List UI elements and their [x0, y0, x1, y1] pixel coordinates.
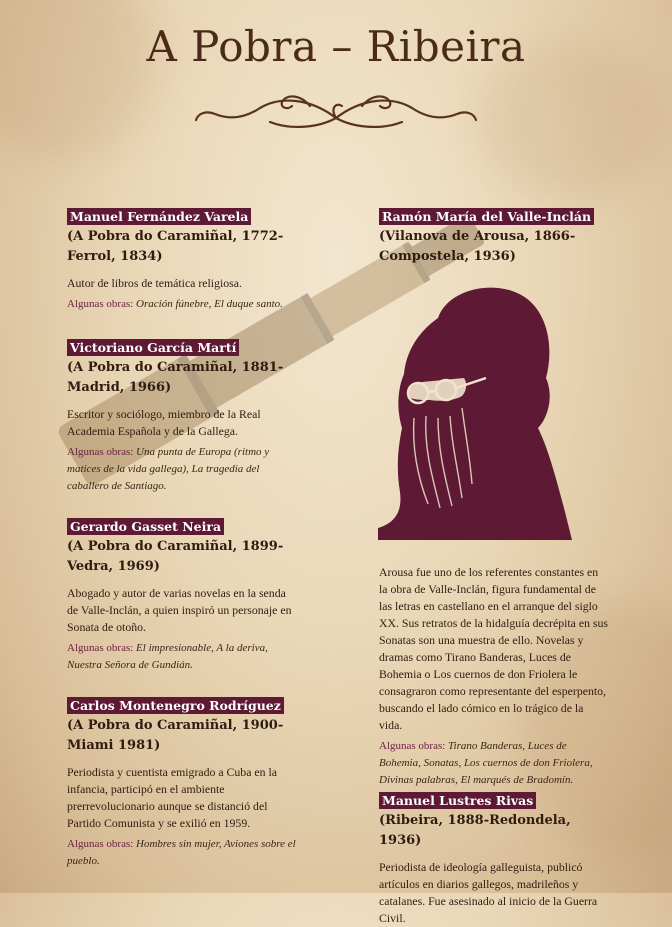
author-name: Carlos Montenegro Rodríguez — [67, 697, 284, 714]
works-label: Algunas obras: — [67, 446, 134, 458]
author-origin: (Vilanova de Arousa, 1866- Compostela, 1936) — [379, 229, 576, 264]
page-title: A Pobra – Ribeira — [146, 22, 526, 71]
entry-valle-inclan-header — [379, 206, 609, 267]
author-name: Manuel Lustres Rivas — [379, 792, 536, 809]
author-origin: (A Pobra do Caramiñal, 1900- Miami 1981) — [67, 718, 284, 753]
author-name: Ramón María del Valle-Inclán — [379, 208, 594, 225]
author-description: Periodista y cuentista emigrado a Cuba en la infancia, participó en el ambiente prerrevolucionario aunque se distanció del Partido Comunista y se exilió en 1959. — [67, 765, 277, 830]
author-name: Gerardo Gasset Neira — [67, 518, 224, 535]
author-description: Escritor y sociólogo, miembro de la Real Academia Española y de la Gallega. — [67, 407, 261, 438]
works-list: El impresionable, A la deriva, Nuestra Señora de Gundián. — [67, 642, 268, 671]
entry-victoriano-garcia-marti — [67, 337, 297, 495]
entry-gerardo-gasset-neira — [67, 516, 297, 674]
flourish-ornament-icon — [190, 88, 482, 138]
author-description: Arousa fue uno de los referentes constantes en la obra de Valle-Inclán, figura fundamental de las letras en castellano en el arranque del siglo XX. Sus retratos de la hidalguía decrépita en sus Sonatas son una muestra de ello. Novelas y dramas como Tirano Banderas, Luces de Bohemia o Los cuernos de don Friolera le consagraron como representante del esperpento, buscando el lado cómico en lo trágico de la vida. — [379, 565, 608, 732]
author-description: Abogado y autor de varias novelas en la senda de Valle-Inclán, a quien inspiró un personaje en Sonata de otoño. — [67, 586, 292, 634]
entry-manuel-fernandez-varela — [67, 206, 297, 313]
author-works — [379, 738, 609, 789]
works-label: Algunas obras: — [67, 838, 134, 850]
works-list: Una punta de Europa (ritmo y matices de la vida gallega), La tragedia del caballero de Santiago. — [67, 446, 270, 492]
entry-valle-inclan-body — [379, 556, 609, 789]
author-works — [67, 296, 297, 313]
author-origin: (Ribeira, 1888-Redondela, 1936) — [379, 813, 571, 848]
works-label: Algunas obras: — [67, 298, 134, 310]
works-label: Algunas obras: — [67, 642, 134, 654]
author-works — [67, 836, 297, 870]
author-name: Manuel Fernández Varela — [67, 208, 251, 225]
author-name: Victoriano García Martí — [67, 339, 239, 356]
author-origin: (A Pobra do Caramiñal, 1899- Vedra, 1969) — [67, 539, 284, 574]
author-origin: (A Pobra do Caramiñal, 1772- Ferrol, 1834) — [67, 229, 284, 264]
author-works — [67, 444, 297, 495]
author-description: Periodista de ideología galleguista, publicó artículos en diarios gallegos, madrileños y catalanes. Fue asesinado al inicio de la Guerra Civil. — [379, 860, 598, 925]
author-description: Autor de libros de temática religiosa. — [67, 276, 242, 290]
entry-manuel-lustres-rivas — [379, 790, 609, 927]
works-list: Hombres sin mujer, Aviones sobre el pueblo. — [67, 838, 296, 867]
works-list: Oración fúnebre, El duque santo. — [133, 298, 283, 310]
author-origin: (A Pobra do Caramiñal, 1881- Madrid, 1966) — [67, 360, 284, 395]
entry-carlos-montenegro-rodriguez — [67, 695, 297, 870]
portrait-silhouette-icon — [378, 278, 572, 540]
works-label: Algunas obras: — [379, 740, 446, 752]
author-works — [67, 640, 297, 674]
works-list: Tirano Banderas, Luces de Bohemia, Sonatas, Los cuernos de don Friolera, Divinas palabras, El marqués de Bradomín. — [379, 740, 593, 786]
